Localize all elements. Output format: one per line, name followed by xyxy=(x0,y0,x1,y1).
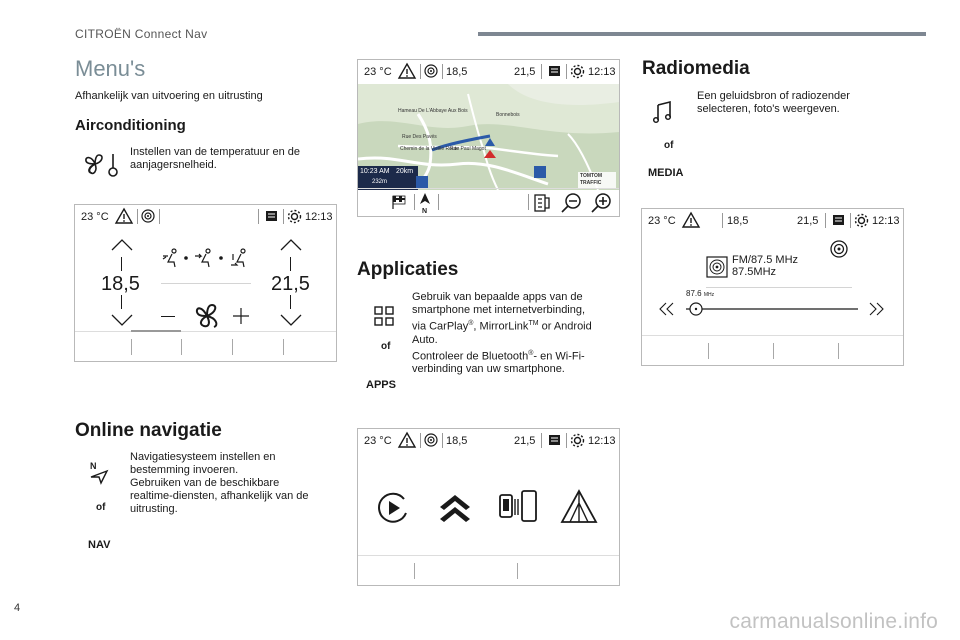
outside-temp: 23 °C xyxy=(364,66,392,78)
traffic-brand: TOMTOM xyxy=(580,173,603,179)
map-view[interactable] xyxy=(358,84,619,190)
apps-grid-icon xyxy=(374,306,394,326)
notes-icon xyxy=(832,213,846,227)
radio-screen xyxy=(641,208,904,366)
music-note-icon xyxy=(652,101,672,123)
hazard-icon xyxy=(682,212,700,228)
right-temp-value: 21,5 xyxy=(271,273,310,295)
outside-temp: 23 °C xyxy=(81,211,109,223)
airco-desc-line: Instellen van de temperatuur en de xyxy=(130,146,301,158)
clock: 12:13 xyxy=(305,211,333,223)
apps-desc-line: Controleer de Bluetooth®- en Wi-Fi- xyxy=(412,349,585,363)
destination-flag-icon[interactable] xyxy=(392,195,406,209)
header-title: CITROËN Connect Nav xyxy=(75,27,208,41)
map-view-icon[interactable] xyxy=(532,193,552,213)
map-toolbar xyxy=(358,188,619,216)
radio-footbar xyxy=(642,335,903,365)
fan-temperature-icon xyxy=(82,150,122,180)
status-bar xyxy=(358,429,619,453)
climate-screen xyxy=(74,204,337,362)
connected-icon xyxy=(424,433,438,447)
status-bar xyxy=(358,60,619,84)
fan-speed-icon xyxy=(192,301,222,331)
radio-station-icon xyxy=(706,256,728,278)
settings-icon xyxy=(570,433,585,448)
eta-time: 10:23 AM xyxy=(360,168,390,175)
connected-apps-icon[interactable] xyxy=(560,489,598,525)
fan-increase-icon[interactable] xyxy=(233,308,249,324)
air-distribution-icon[interactable] xyxy=(161,245,255,271)
compass-icon[interactable] xyxy=(418,192,432,214)
map-label: Bonnebois xyxy=(496,112,520,118)
carplay-icon[interactable] xyxy=(376,491,410,525)
android-auto-icon[interactable] xyxy=(438,493,472,523)
tuner-frequency: 87.6 MHz xyxy=(686,289,715,298)
nav-key-label: NAV xyxy=(88,539,111,551)
notes-icon xyxy=(548,64,562,78)
watermark: carmanualsonline.info xyxy=(729,610,938,633)
apps-desc-line: Auto. xyxy=(412,333,438,346)
header-rule xyxy=(478,32,926,36)
chevron-up-icon[interactable] xyxy=(280,238,302,252)
apps-key-label: APPS xyxy=(366,379,396,391)
status-bar xyxy=(642,209,903,233)
station-name: FM/87.5 MHz xyxy=(732,254,799,266)
left-temp-status: 18,5 xyxy=(727,215,749,227)
page-number: 4 xyxy=(14,602,21,614)
page-subtitle: Afhankelijk van uitvoering en uitrusting xyxy=(75,90,263,102)
chevron-down-icon[interactable] xyxy=(280,313,302,327)
clock: 12:13 xyxy=(872,215,900,227)
nav-desc-line: realtime-diensten, afhankelijk van de xyxy=(130,490,309,502)
nav-desc-line: Navigatiesysteem instellen en xyxy=(130,451,276,463)
zoom-out-icon[interactable] xyxy=(560,193,582,213)
apps-desc-line: via CarPlay®, MirrorLink™ or Android xyxy=(412,320,592,333)
radio-source-icon[interactable] xyxy=(830,240,848,258)
airco-desc-line: aanjagersnelheid. xyxy=(130,159,217,171)
nav-desc-line: uitrusting. xyxy=(130,503,178,515)
apps-desc-line: smartphone met internetverbinding, xyxy=(412,304,586,316)
chevron-up-icon[interactable] xyxy=(111,238,133,252)
page-title: Menu's xyxy=(75,56,146,81)
hazard-icon xyxy=(398,432,416,448)
apps-desc-line: Gebruik van bepaalde apps van de xyxy=(412,291,583,303)
apps-heading: Applicaties xyxy=(357,259,459,280)
nav-desc-line: bestemming invoeren. xyxy=(130,464,239,476)
radiomedia-desc-line: selecteren, foto's weergeven. xyxy=(697,103,840,115)
settings-icon xyxy=(287,209,302,224)
right-temp-status: 21,5 xyxy=(514,66,536,78)
connected-icon xyxy=(141,209,155,223)
notes-icon xyxy=(548,433,562,447)
right-temp-status: 21,5 xyxy=(514,435,536,447)
mirrorlink-icon[interactable] xyxy=(498,489,538,525)
apps-screen xyxy=(357,428,620,586)
outside-temp: 23 °C xyxy=(364,435,392,447)
climate-footbar xyxy=(75,331,336,361)
frequency-slider[interactable] xyxy=(658,301,888,317)
fan-decrease-icon[interactable] xyxy=(161,316,175,317)
settings-icon xyxy=(570,64,585,79)
navigation-icon xyxy=(88,460,110,484)
right-temp-status: 21,5 xyxy=(797,215,819,227)
clock: 12:13 xyxy=(588,435,616,447)
next-turn-distance: 232m xyxy=(372,179,388,185)
svg-text:N: N xyxy=(422,208,428,215)
left-temp-status: 18,5 xyxy=(446,66,468,78)
radiomedia-heading: Radiomedia xyxy=(642,58,750,79)
connected-icon xyxy=(424,64,438,78)
outside-temp: 23 °C xyxy=(648,215,676,227)
settings-icon xyxy=(854,213,869,228)
svg-text:N: N xyxy=(90,461,97,471)
online-nav-heading: Online navigatie xyxy=(75,420,222,441)
notes-icon xyxy=(265,209,279,223)
media-key-label: MEDIA xyxy=(648,167,684,179)
map-label: Chemin de la Vieille Route xyxy=(400,146,459,152)
chevron-down-icon[interactable] xyxy=(111,313,133,327)
apps-footbar xyxy=(358,555,619,585)
map-label: Rue Paul Magot xyxy=(450,146,486,152)
status-bar xyxy=(75,205,336,229)
radiomedia-desc-line: Een geluidsbron of radiozender xyxy=(697,90,850,102)
hazard-icon xyxy=(398,63,416,79)
map-label: Hameau De L'Abbaye Aux Bois xyxy=(398,108,468,114)
traffic-brand: TRAFFIC xyxy=(580,180,602,186)
left-temp-value: 18,5 xyxy=(101,273,140,295)
zoom-in-icon[interactable] xyxy=(590,193,612,213)
nav-or-label: of xyxy=(96,502,106,513)
media-or-label: of xyxy=(664,140,674,151)
clock: 12:13 xyxy=(588,66,616,78)
apps-or-label: of xyxy=(381,341,391,352)
apps-desc-line: verbinding van uw smartphone. xyxy=(412,363,565,376)
map-label: Rue Des Pavés xyxy=(402,134,437,140)
map-screen xyxy=(357,59,620,217)
station-frequency: 87.5MHz xyxy=(732,266,777,278)
nav-desc-line: Gebruiken van de beschikbare xyxy=(130,477,280,489)
eta-distance: 20km xyxy=(396,168,414,175)
hazard-icon xyxy=(115,208,133,224)
left-temp-status: 18,5 xyxy=(446,435,468,447)
airco-heading: Airconditioning xyxy=(75,117,186,134)
